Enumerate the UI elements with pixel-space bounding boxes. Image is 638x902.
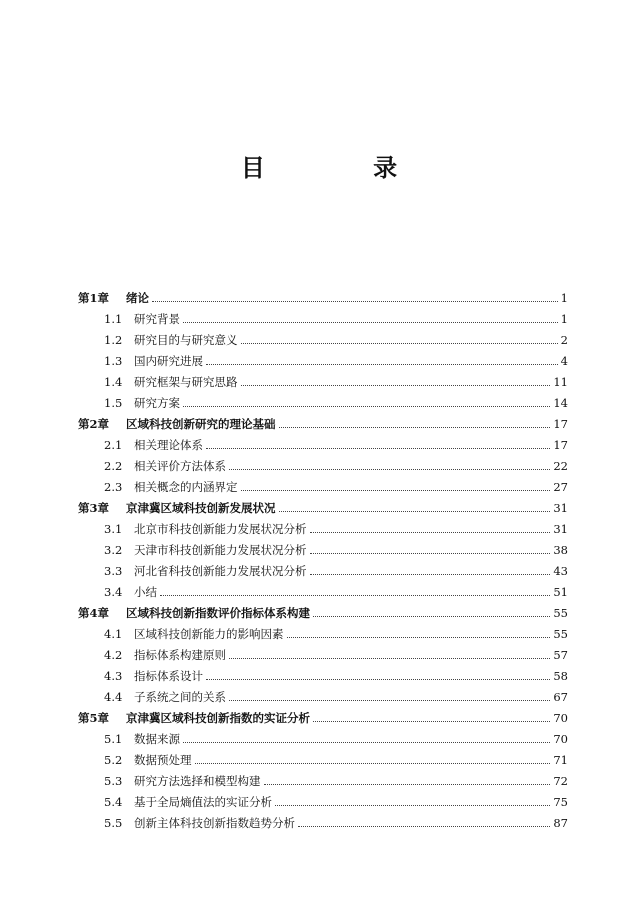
toc-entry-number: 4.3 [104, 669, 123, 683]
toc-entry-number: 4.4 [104, 690, 123, 704]
toc-entry-page-number: 67 [553, 690, 568, 704]
toc-section-entry [78, 353, 568, 374]
toc-entry-title: 京津冀区域科技创新发展状况 [126, 501, 276, 515]
toc-chapter-entry [78, 710, 568, 731]
toc-entry-number: 4.2 [104, 648, 123, 662]
toc-entry-page-number: 55 [553, 606, 568, 620]
toc-entry-number: 3.2 [104, 543, 123, 557]
toc-entry-number: 5.5 [104, 816, 123, 830]
dot-leader [264, 783, 551, 785]
toc-entry-title: 绪论 [126, 291, 149, 305]
dot-leader [298, 825, 550, 827]
toc-section-entry [78, 752, 568, 773]
toc-entry-title: 区域科技创新指数评价指标体系构建 [126, 606, 310, 620]
toc-chapter-entry [78, 500, 568, 521]
dot-leader [279, 426, 551, 428]
dot-leader [206, 447, 550, 449]
dot-leader [313, 615, 550, 617]
toc-section-entry [78, 731, 568, 752]
toc-section-entry [78, 311, 568, 332]
dot-leader [275, 804, 550, 806]
toc-entry-title: 子系统之间的关系 [134, 690, 226, 704]
toc-entry-page-number: 31 [553, 501, 568, 515]
toc-entry-page-number: 43 [553, 564, 568, 578]
toc-entry-number: 3.4 [104, 585, 123, 599]
toc-entry-page-number: 11 [553, 375, 568, 389]
toc-entry-title: 数据预处理 [134, 753, 192, 767]
dot-leader [310, 573, 551, 575]
toc-entry-title: 研究背景 [134, 312, 180, 326]
toc-entry-title: 河北省科技创新能力发展状况分析 [134, 564, 307, 578]
toc-entry-title: 区域科技创新研究的理论基础 [126, 417, 276, 431]
toc-entry-number: 第4章 [78, 606, 110, 620]
toc-section-entry [78, 626, 568, 647]
toc-section-entry [78, 794, 568, 815]
toc-entry-page-number: 75 [553, 795, 568, 809]
toc-entry-number: 5.2 [104, 753, 123, 767]
toc-entry-page-number: 70 [553, 711, 568, 725]
toc-section-entry [78, 542, 568, 563]
toc-section-entry [78, 332, 568, 353]
toc-entry-page-number: 58 [553, 669, 568, 683]
toc-entry-number: 5.3 [104, 774, 123, 788]
dot-leader [195, 762, 551, 764]
toc-section-entry [78, 437, 568, 458]
toc-entry-page-number: 38 [553, 543, 568, 557]
toc-section-entry [78, 773, 568, 794]
toc-entry-page-number: 57 [553, 648, 568, 662]
toc-entry-page-number: 51 [553, 585, 568, 599]
toc-entry-title: 国内研究进展 [134, 354, 203, 368]
toc-chapter-entry [78, 416, 568, 437]
toc-section-entry [78, 815, 568, 836]
toc-entry-number: 3.3 [104, 564, 123, 578]
dot-leader [229, 657, 550, 659]
toc-section-entry [78, 647, 568, 668]
table-of-contents [78, 290, 568, 836]
toc-entry-page-number: 17 [553, 438, 568, 452]
toc-entry-number: 1.5 [104, 396, 123, 410]
toc-entry-number: 第2章 [78, 417, 110, 431]
dot-leader [241, 342, 558, 344]
toc-entry-title: 研究目的与研究意义 [134, 333, 238, 347]
toc-chapter-entry [78, 605, 568, 626]
toc-section-entry [78, 521, 568, 542]
toc-entry-page-number: 1 [560, 312, 568, 326]
toc-entry-title: 基于全局熵值法的实证分析 [134, 795, 272, 809]
toc-entry-page-number: 71 [553, 753, 568, 767]
dot-leader [183, 321, 558, 323]
toc-entry-number: 5.1 [104, 732, 123, 746]
dot-leader [241, 489, 551, 491]
dot-leader [241, 384, 551, 386]
toc-section-entry [78, 479, 568, 500]
toc-entry-number: 2.2 [104, 459, 123, 473]
toc-entry-number: 1.1 [104, 312, 123, 326]
toc-entry-number: 第3章 [78, 501, 110, 515]
dot-leader [183, 405, 550, 407]
dot-leader [206, 678, 550, 680]
toc-entry-number: 1.3 [104, 354, 123, 368]
dot-leader [152, 300, 558, 302]
toc-entry-page-number: 27 [553, 480, 568, 494]
toc-entry-title: 研究方法选择和模型构建 [134, 774, 261, 788]
dot-leader [183, 741, 550, 743]
dot-leader [279, 510, 551, 512]
page-title: 目 录 [240, 153, 448, 182]
toc-entry-title: 创新主体科技创新指数趋势分析 [134, 816, 295, 830]
toc-entry-page-number: 1 [560, 291, 568, 305]
toc-entry-title: 区域科技创新能力的影响因素 [134, 627, 284, 641]
toc-entry-page-number: 17 [553, 417, 568, 431]
toc-section-entry [78, 395, 568, 416]
toc-entry-number: 4.1 [104, 627, 123, 641]
toc-entry-title: 研究框架与研究思路 [134, 375, 238, 389]
toc-entry-number: 第1章 [78, 291, 110, 305]
toc-section-entry [78, 563, 568, 584]
toc-entry-title: 数据来源 [134, 732, 180, 746]
toc-entry-page-number: 22 [553, 459, 568, 473]
toc-entry-number: 1.2 [104, 333, 123, 347]
dot-leader [287, 636, 551, 638]
toc-entry-number: 1.4 [104, 375, 123, 389]
toc-entry-page-number: 31 [553, 522, 568, 536]
toc-section-entry [78, 584, 568, 605]
toc-entry-page-number: 2 [560, 333, 568, 347]
toc-chapter-entry [78, 290, 568, 311]
toc-entry-title: 指标体系构建原则 [134, 648, 226, 662]
toc-section-entry [78, 668, 568, 689]
toc-entry-number: 5.4 [104, 795, 123, 809]
toc-entry-title: 相关理论体系 [134, 438, 203, 452]
dot-leader [310, 531, 551, 533]
dot-leader [160, 594, 550, 596]
toc-entry-title: 指标体系设计 [134, 669, 203, 683]
dot-leader [310, 552, 551, 554]
toc-entry-title: 相关概念的内涵界定 [134, 480, 238, 494]
dot-leader [206, 363, 558, 365]
toc-entry-title: 京津冀区域科技创新指数的实证分析 [126, 711, 310, 725]
toc-entry-number: 2.3 [104, 480, 123, 494]
toc-entry-title: 相关评价方法体系 [134, 459, 226, 473]
toc-section-entry [78, 458, 568, 479]
toc-entry-number: 第5章 [78, 711, 110, 725]
toc-section-entry [78, 374, 568, 395]
dot-leader [229, 468, 550, 470]
toc-entry-title: 天津市科技创新能力发展状况分析 [134, 543, 307, 557]
dot-leader [313, 720, 550, 722]
toc-entry-page-number: 87 [553, 816, 568, 830]
toc-entry-page-number: 72 [553, 774, 568, 788]
toc-entry-title: 研究方案 [134, 396, 180, 410]
toc-entry-page-number: 55 [553, 627, 568, 641]
toc-entry-page-number: 70 [553, 732, 568, 746]
dot-leader [229, 699, 550, 701]
toc-section-entry [78, 689, 568, 710]
toc-entry-number: 2.1 [104, 438, 123, 452]
toc-entry-page-number: 4 [560, 354, 568, 368]
toc-entry-title: 小结 [134, 585, 157, 599]
toc-entry-number: 3.1 [104, 522, 123, 536]
toc-entry-page-number: 14 [553, 396, 568, 410]
toc-entry-title: 北京市科技创新能力发展状况分析 [134, 522, 307, 536]
